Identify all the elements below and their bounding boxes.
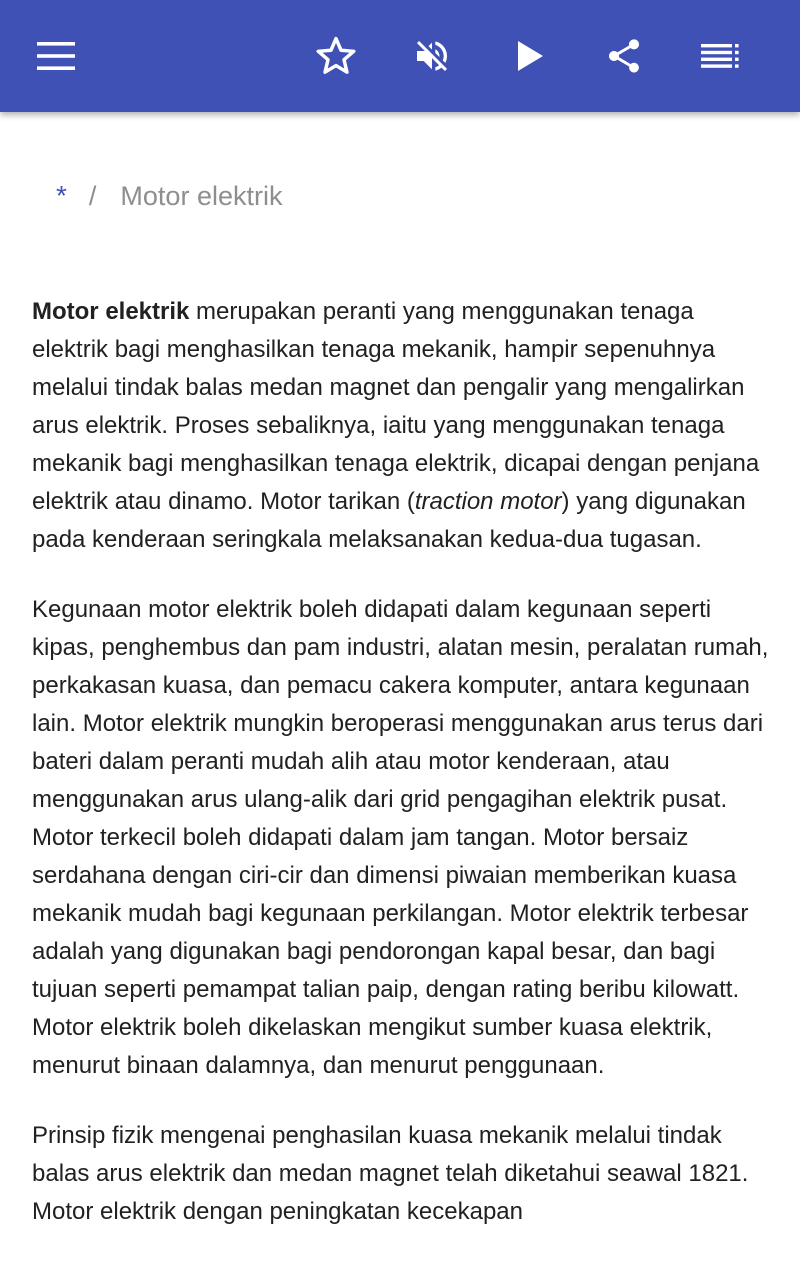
share-button[interactable] — [596, 28, 652, 84]
menu-button[interactable] — [28, 28, 84, 84]
play-icon — [517, 41, 543, 71]
breadcrumb-separator: / — [88, 181, 97, 211]
paragraph-1-italic-term: traction motor — [414, 488, 562, 515]
volume-off-icon — [412, 36, 452, 76]
breadcrumb — [56, 180, 282, 212]
article-content — [0, 112, 800, 1280]
bookmark-button[interactable] — [308, 28, 364, 84]
app-bar — [0, 0, 800, 112]
article-body — [32, 293, 772, 1263]
share-icon — [604, 35, 644, 77]
play-button[interactable] — [502, 28, 558, 84]
star-outline-icon — [315, 36, 357, 76]
paragraph-1-text-a: merupakan peranti yang menggunakan tenaga elektrik bagi menghasilkan tenaga mekanik, hampir sepenuhnya melalui tindak balas medan magnet dan pengalir yang mengalirkan arus elektrik. Proses sebaliknya, iaitu yang menggunakan tenaga mekanik bagi menghasilkan tenaga elektrik, dicapai dengan penjana elektrik atau dinamo. Motor tarikan ( — [32, 298, 760, 515]
contents-button[interactable] — [692, 28, 748, 84]
breadcrumb-home-link[interactable]: * — [56, 180, 67, 211]
breadcrumb-current: Motor elektrik — [120, 181, 283, 211]
playlist-icon — [701, 44, 739, 68]
article-title-term: Motor elektrik — [32, 298, 190, 325]
menu-icon — [37, 42, 75, 70]
paragraph-1 — [32, 293, 772, 559]
paragraph-2: Kegunaan motor elektrik boleh didapati dalam kegunaan seperti kipas, penghembus dan pam industri, alatan mesin, peralatan rumah, perkakasan kuasa, dan pemacu cakera komputer, antara kegunaan lain. Motor elektrik mungkin beroperasi menggunakan arus terus dari bateri dalam peranti mudah alih atau motor kenderaan, atau menggunakan arus ulang-alik dari grid pengagihan elektrik pusat. Motor terkecil boleh didapati dalam jam tangan. Motor bersaiz serdahana dengan ciri-cir dan dimensi piwaian memberikan kuasa mekanik mudah bagi kegunaan perkilangan. Motor elektrik terbesar adalah yang digunakan bagi pendorongan kapal besar, dan bagi tujuan seperti pemampat talian paip, dengan rating beribu kilowatt. Motor elektrik boleh dikelaskan mengikut sumber kuasa elektrik, menurut binaan dalamnya, dan menurut penggunaan. — [32, 596, 769, 1079]
paragraph-3: Prinsip fizik mengenai penghasilan kuasa mekanik melalui tindak balas arus elektrik dan medan magnet telah diketahui seawal 1821. Motor elektrik dengan peningkatan kecekapan — [32, 1122, 749, 1225]
mute-button[interactable] — [404, 28, 460, 84]
paragraph-1-text-b: ) yang digunakan pada kenderaan seringkala melaksanakan kedua-dua tugasan. — [32, 488, 746, 553]
